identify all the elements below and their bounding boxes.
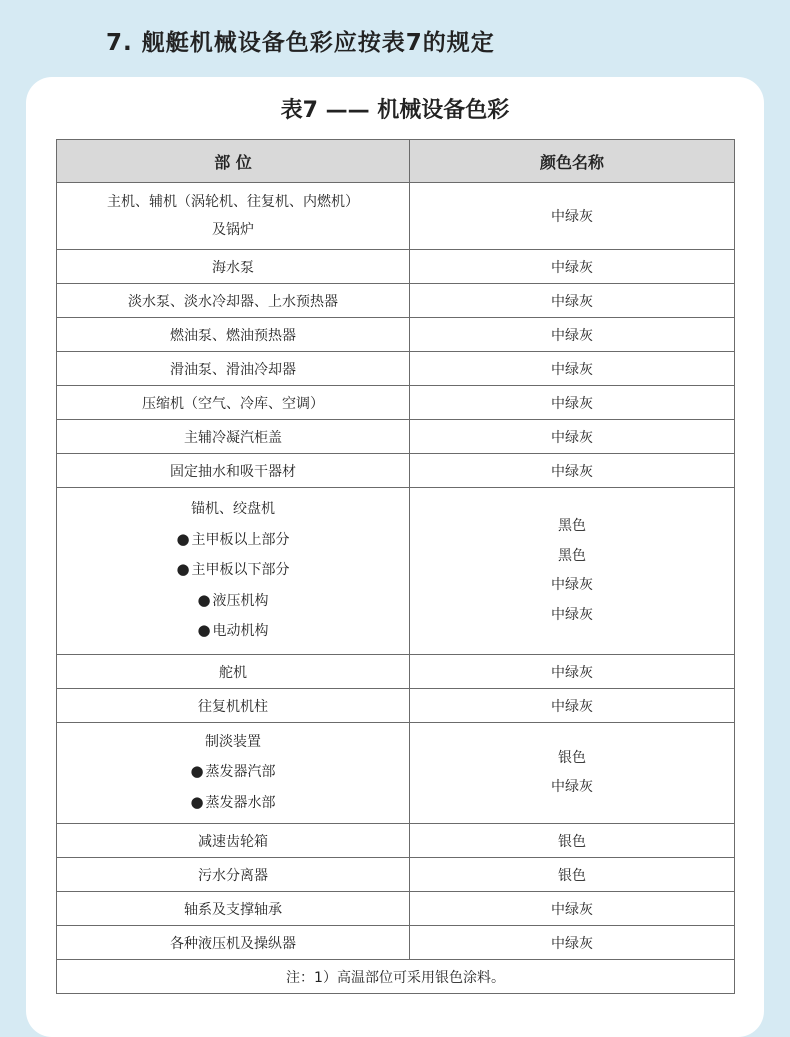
- table-row: [57, 723, 735, 824]
- color-cell: 中绿灰: [410, 892, 735, 926]
- color-text: 黑色: [558, 518, 586, 534]
- table-row: [57, 892, 735, 926]
- table-note: 注：1）高温部位可采用银色涂料。: [57, 960, 735, 994]
- part-subitem: ● 主甲板以上部分: [176, 529, 290, 548]
- part-subitem: ● 蒸发器水部: [190, 792, 276, 811]
- color-text: 中绿灰: [551, 606, 593, 623]
- bullet-icon: ●: [176, 560, 190, 579]
- section-heading: 7. 舰艇机械设备色彩应按表7的规定: [106, 30, 495, 56]
- part-subitem: ● 电动机构: [197, 621, 269, 640]
- color-cell: 中绿灰: [410, 183, 735, 250]
- color-cell: 中绿灰: [410, 655, 735, 689]
- part-text: 锚机、绞盘机: [191, 501, 275, 518]
- part-cell: 舵机: [57, 655, 410, 689]
- table-row: [57, 250, 735, 284]
- table-row: [57, 488, 735, 655]
- part-cell: 轴系及支撑轴承: [57, 892, 410, 926]
- part-cell: [57, 488, 410, 655]
- table-row: [57, 824, 735, 858]
- color-spec-table: [56, 139, 735, 994]
- color-cell: [410, 723, 735, 824]
- color-text: 中绿灰: [551, 779, 593, 795]
- table-note-row: [57, 960, 735, 994]
- bullet-icon: ●: [197, 590, 211, 609]
- color-cell: 中绿灰: [410, 386, 735, 420]
- table-row: [57, 284, 735, 318]
- color-cell: 中绿灰: [410, 689, 735, 723]
- part-cell: 减速齿轮箱: [57, 824, 410, 858]
- color-text: 银色: [558, 749, 586, 766]
- header-part: 部 位: [57, 140, 410, 183]
- table-row: [57, 655, 735, 689]
- table-row: [57, 318, 735, 352]
- table-row: [57, 420, 735, 454]
- color-cell: 银色: [410, 824, 735, 858]
- table-row: [57, 858, 735, 892]
- table-row: [57, 689, 735, 723]
- part-cell: 燃油泵、燃油预热器: [57, 318, 410, 352]
- part-cell: 往复机机柱: [57, 689, 410, 723]
- color-cell: 中绿灰: [410, 420, 735, 454]
- part-text: 及锅炉: [212, 222, 254, 238]
- table-row: [57, 926, 735, 960]
- part-subitem: ● 蒸发器汽部: [190, 762, 276, 781]
- bullet-icon: ●: [190, 792, 204, 811]
- part-cell: 滑油泵、滑油冷却器: [57, 352, 410, 386]
- color-cell: 中绿灰: [410, 352, 735, 386]
- bullet-icon: ●: [190, 762, 204, 781]
- part-text: 主机、辅机（涡轮机、往复机、内燃机）: [107, 194, 359, 210]
- part-cell: 固定抽水和吸干器材: [57, 454, 410, 488]
- table-title: 表7 —— 机械设备色彩: [280, 98, 510, 123]
- color-cell: 中绿灰: [410, 926, 735, 960]
- color-cell: 中绿灰: [410, 284, 735, 318]
- part-cell: 压缩机（空气、冷库、空调）: [57, 386, 410, 420]
- color-cell: 中绿灰: [410, 454, 735, 488]
- color-cell: 银色: [410, 858, 735, 892]
- color-cell: 中绿灰: [410, 250, 735, 284]
- part-cell: 主辅冷凝汽柜盖: [57, 420, 410, 454]
- part-cell: 海水泵: [57, 250, 410, 284]
- part-subitem: ● 液压机构: [197, 590, 269, 609]
- table-row: [57, 386, 735, 420]
- part-subitem: ● 主甲板以下部分: [176, 560, 290, 579]
- color-text: 黑色: [558, 547, 586, 564]
- part-cell: 污水分离器: [57, 858, 410, 892]
- part-cell: 淡水泵、淡水冷却器、上水预热器: [57, 284, 410, 318]
- color-cell: 中绿灰: [410, 318, 735, 352]
- color-cell: [410, 488, 735, 655]
- table-row: [57, 352, 735, 386]
- part-cell: 各种液压机及操纵器: [57, 926, 410, 960]
- bullet-icon: ●: [197, 621, 211, 640]
- table-row: [57, 183, 735, 250]
- part-text: 制淡装置: [205, 733, 261, 750]
- color-text: 中绿灰: [551, 577, 593, 593]
- part-cell: [57, 723, 410, 824]
- part-cell: [57, 183, 410, 250]
- header-color: 颜色名称: [410, 140, 735, 183]
- table-row: [57, 454, 735, 488]
- table-header-row: [57, 140, 735, 183]
- bullet-icon: ●: [176, 529, 190, 548]
